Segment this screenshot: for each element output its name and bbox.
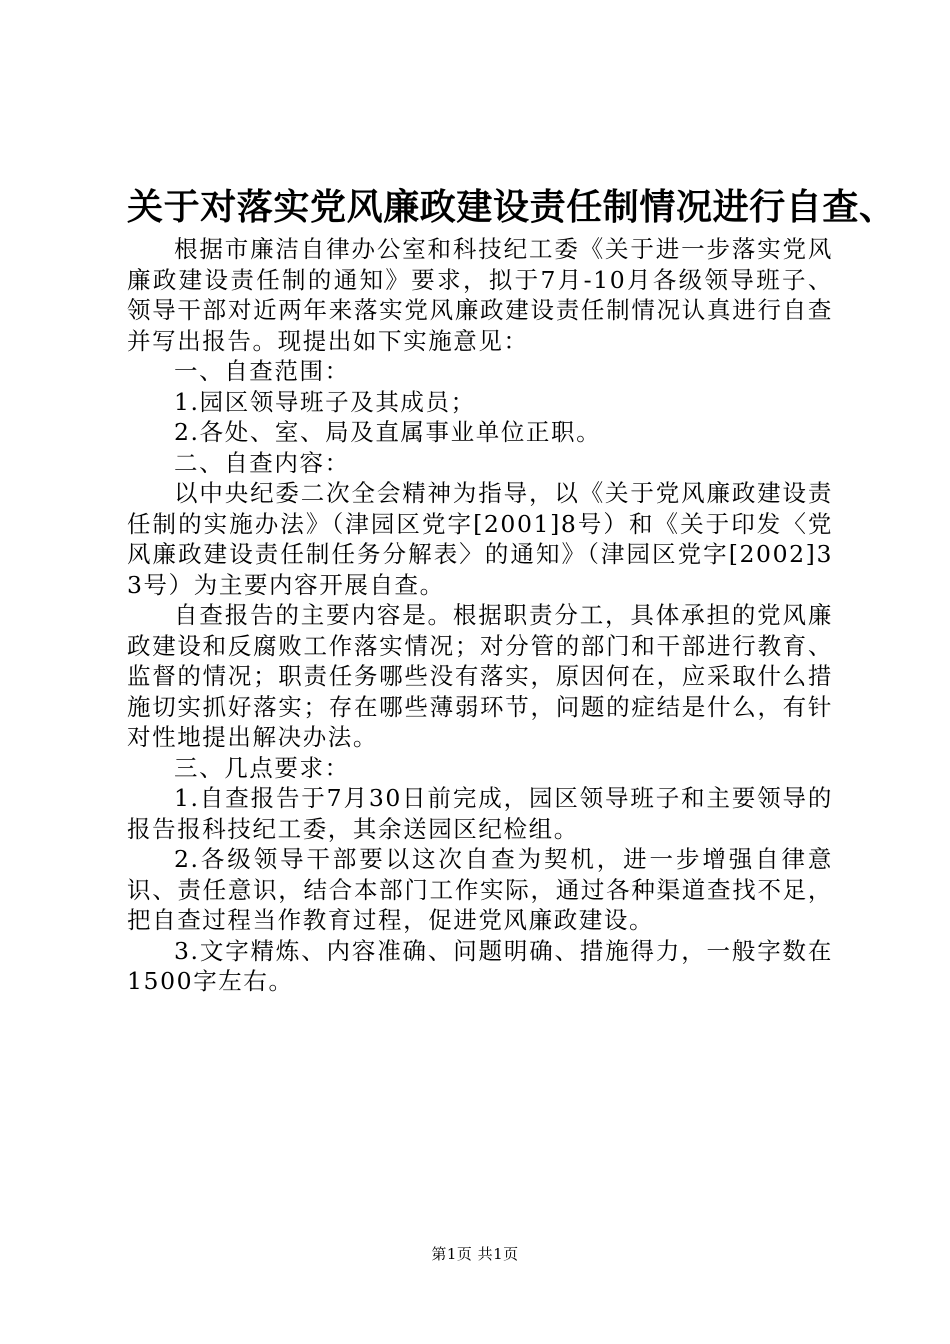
- section-heading-content: 二、自查内容：: [174, 448, 350, 477]
- requirement-item-1: 1.自查报告于7月30日前完成，园区领导班子和主要领导的报告报科技纪工委，其余送园区纪检组。: [127, 784, 833, 843]
- scope-item-1: 1.园区领导班子及其成员；: [174, 387, 476, 416]
- intro-paragraph: 根据市廉洁自律办公室和科技纪工委《关于进一步落实党风廉政建设责任制的通知》要求，拟于7月-10月各级领导班子、领导干部对近两年来落实党风廉政建设责任制情况认真进行自查并写出报告。现提出如下实施意见：: [127, 235, 833, 355]
- content-paragraph-1: 以中央纪委二次全会精神为指导，以《关于党风廉政建设责任制的实施办法》（津园区党字[2001]8号）和《关于印发〈党风廉政建设责任制任务分解表〉的通知》（津园区党字[2002]33号）为主要内容开展自查。: [127, 479, 833, 599]
- page-footer: 第1页 共1页: [431, 1245, 519, 1263]
- section-heading-scope: 一、自查范围：: [174, 357, 350, 385]
- requirement-item-2: 2.各级领导干部要以这次自查为契机，进一步增强自律意识、责任意识，结合本部门工作实际，通过各种渠道查找不足，把自查过程当作教育过程，促进党风廉政建设。: [127, 845, 833, 934]
- document-title: 关于对落实党风廉政建设责任制情况进行自查、: [127, 187, 896, 228]
- content-paragraph-2: 自查报告的主要内容是。根据职责分工，具体承担的党风廉政建设和反腐败工作落实情况；对分管的部门和干部进行教育、监督的情况；职责任务哪些没有落实，原因何在，应采取什么措施切实抓好落实；存在哪些薄弱环节，问题的症结是什么，有针对性地提出解决办法。: [127, 601, 833, 751]
- scope-item-2: 2.各处、室、局及直属事业单位正职。: [174, 418, 602, 446]
- section-heading-requirements: 三、几点要求：: [174, 753, 350, 782]
- document-body: [127, 234, 833, 997]
- requirement-item-3: 3.文字精炼、内容准确、问题明确、措施得力，一般字数在1500字左右。: [127, 936, 833, 995]
